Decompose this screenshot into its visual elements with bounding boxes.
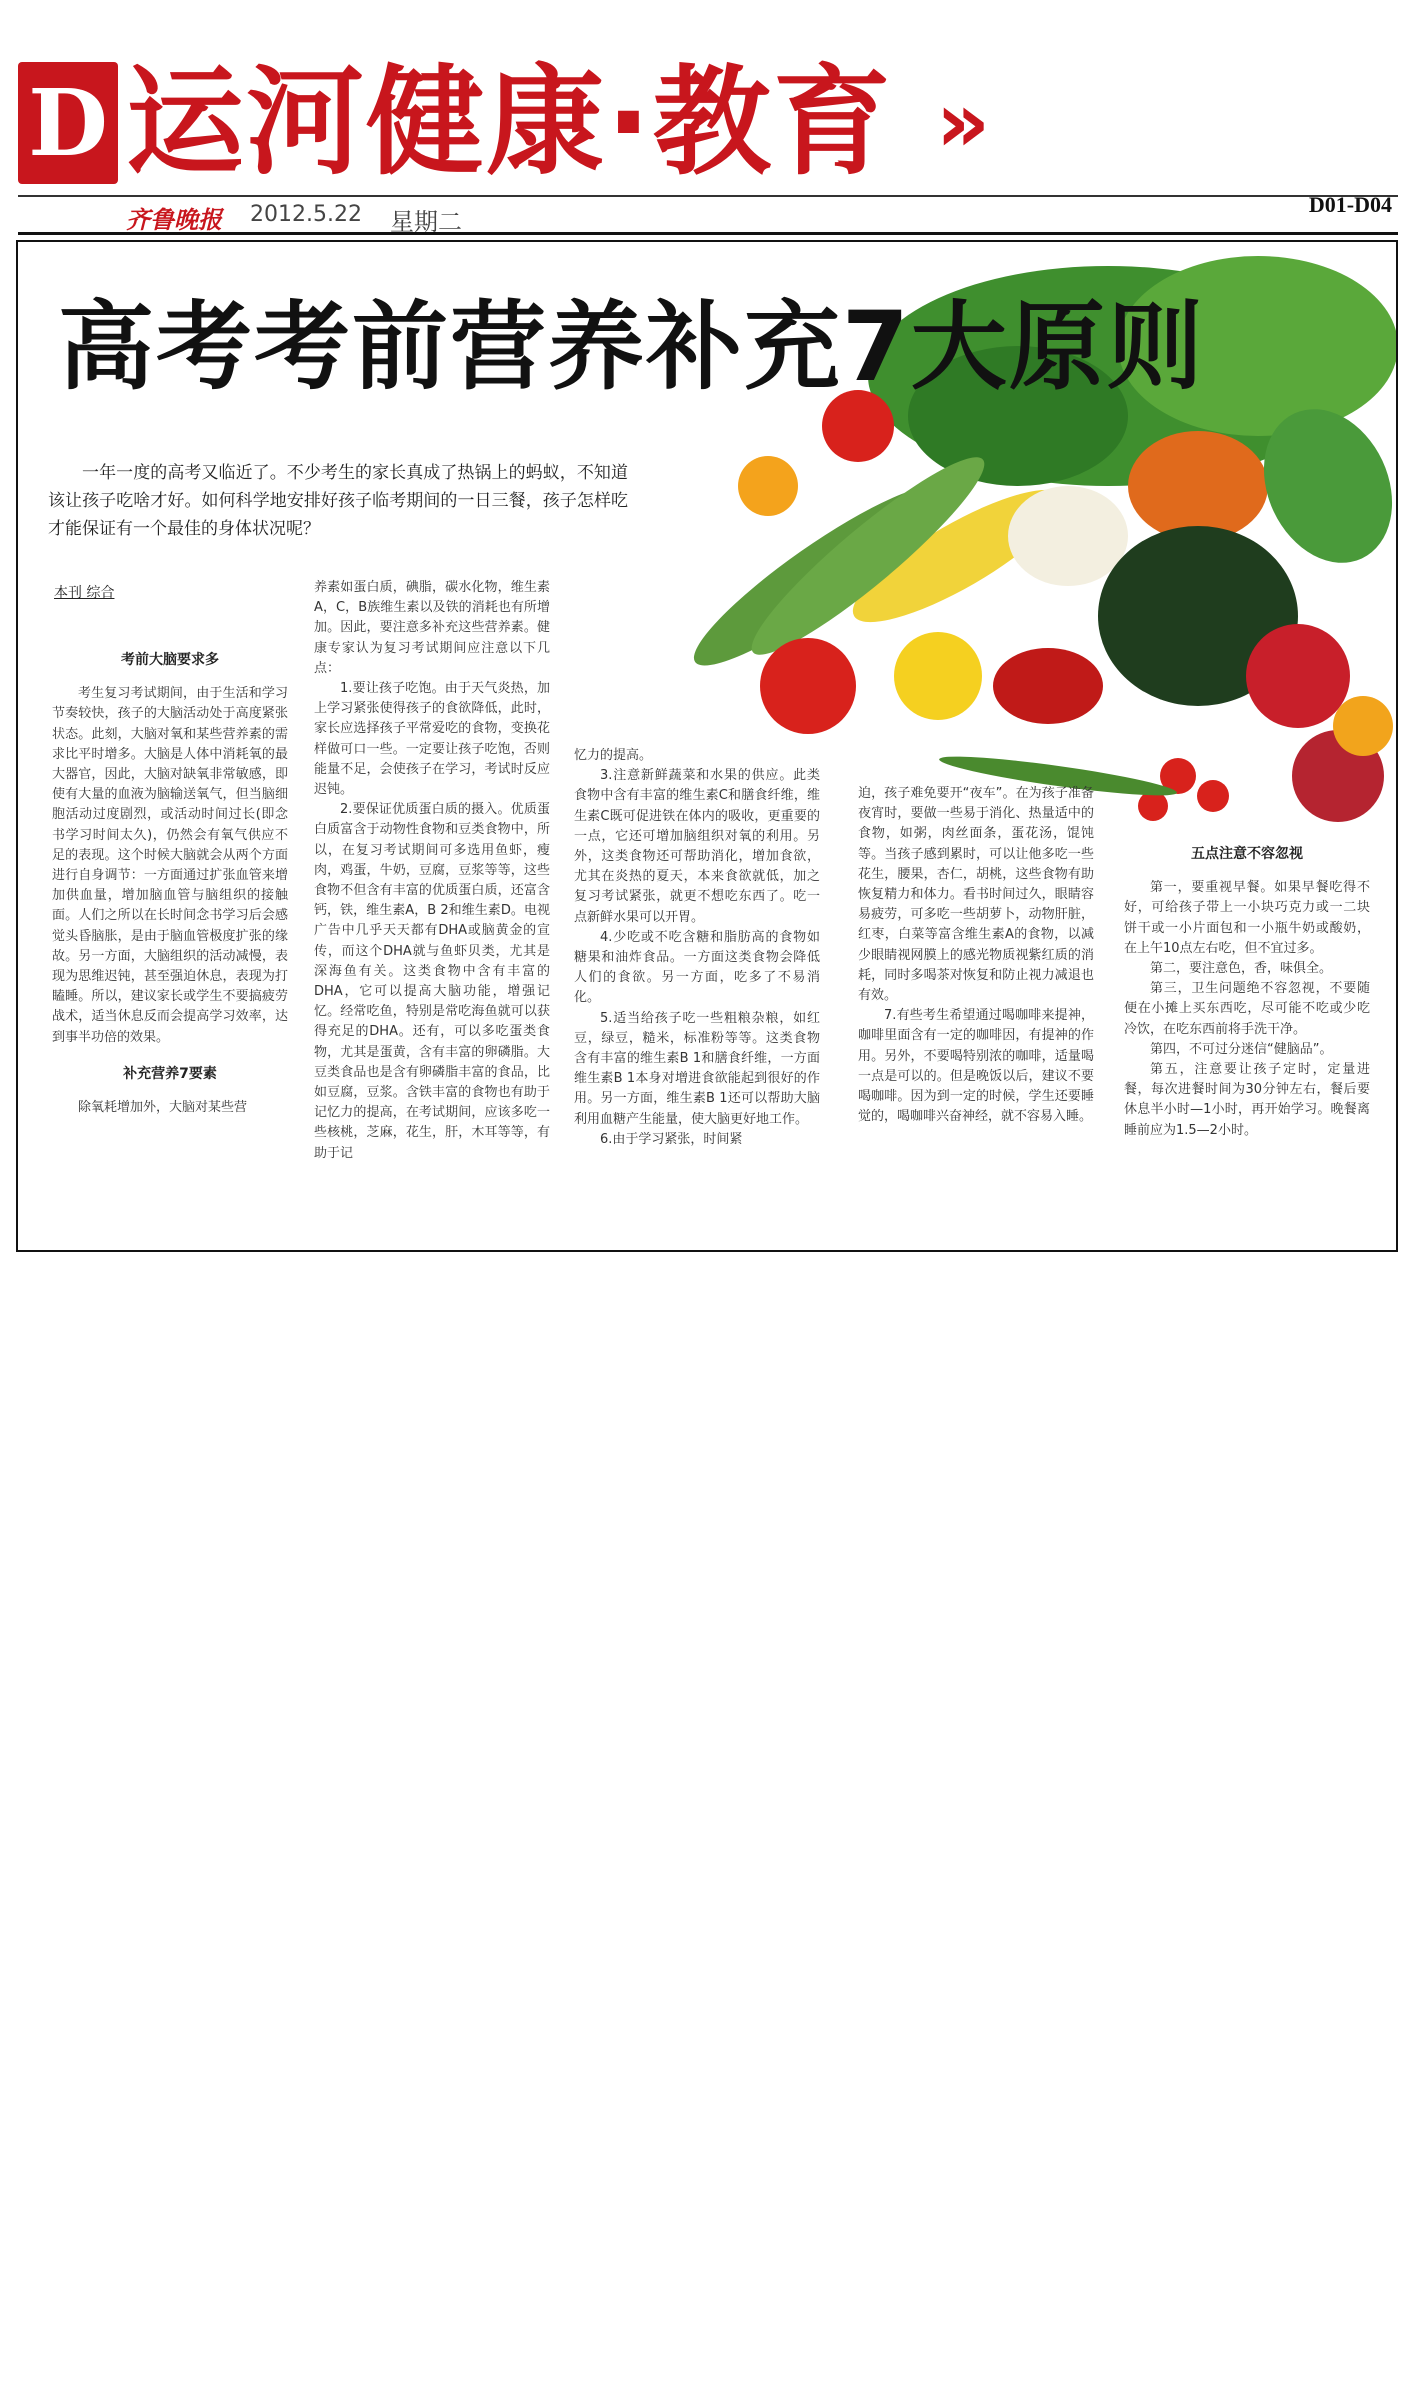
- issue-date: 2012.5.22: [250, 202, 362, 227]
- section-title: [126, 52, 992, 192]
- paragraph: 迫，孩子难免要开“夜车”。在为孩子准备夜宵时，要做一些易于消化、热量适中的食物，如粥，肉丝面条，蛋花汤，馄饨等。当孩子感到累时，可以让他多吃一些花生，腰果，杏仁，胡桃，这些食物有助恢复精力和体力。看书时间过久，眼睛容易疲劳，可多吃一些胡萝卜，动物肝脏，红枣，白菜等富含维生素A的食物，以减少眼睛视网膜上的感光物质视紫红质的消耗，同时多喝茶对恢复和防止视力减退也有效。: [858, 786, 1094, 1004]
- chevron-right-icon: »: [935, 73, 993, 171]
- article-lede: 一年一度的高考又临近了。不少考生的家长真成了热锅上的蚂蚁，不知道该让孩子吃啥才好。如何科学地安排好孩子临考期间的一日三餐，孩子怎样吃才能保证有一个最佳的身体状况呢？: [48, 463, 628, 539]
- dateline-rule: [18, 232, 1398, 235]
- masthead-rule: [18, 195, 1398, 197]
- paragraph: 3.注意新鲜蔬菜和水果的供应。此类食物中含有丰富的维生素C和膳食纤维，维生素C既可促进铁在体内的吸收，更重要的一点，它还可增加脑组织对氧的利用。另外，这类食物还可帮助消化，增加食欲，尤其在炎热的夏天，本来食欲就低，加之复习考试紧张，就更不想吃东西了。吃一点新鲜水果可以开胃。: [574, 768, 820, 925]
- paragraph: 7.有些考生希望通过喝咖啡来提神，咖啡里面含有一定的咖啡因，有提神的作用。另外，不要喝特别浓的咖啡，适量喝一点是可以的。但是晚饭以后，建议不要喝咖啡。因为到一定的时候，学生还要睡觉的，喝咖啡兴奋神经，就不容易入睡。: [858, 1008, 1094, 1125]
- paragraph: 第一，要重视早餐。如果早餐吃得不好，可给孩子带上一小块巧克力或一二块饼干或一小片面包和一小瓶牛奶或酸奶，在上午10点左右吃，但不宜过多。: [1124, 880, 1370, 956]
- dateline: [18, 192, 1398, 236]
- subheading-five-points: 五点注意不容忽视: [1191, 846, 1303, 862]
- section-title-text: 运河健康·教育: [126, 53, 893, 191]
- subheading-brain: 考前大脑要求多: [121, 652, 219, 668]
- column-5: [1124, 844, 1370, 1141]
- article-headline: 高考考前营养补充7大原则: [58, 291, 1205, 403]
- section-badge: D: [18, 62, 118, 184]
- page-range: D01-D04: [1308, 192, 1392, 217]
- paragraph: 考生复习考试期间，由于生活和学习节奏较快，孩子的大脑活动处于高度紧张状态。此刻，大脑对氧和某些营养素的需求比平时增多。大脑是人体中消耗氧的最大器官，因此，大脑对缺氧非常敏感，即使有大量的血液为脑输送氧气，但当脑细胞活动过度剧烈，或活动时间过长(即念书学习时间太久)，仍然会有氧气供应不足的表现。这个时候大脑就会从两个方面进行自身调节：一方面通过扩张血管来增加供血量，增加脑血管与脑组织的接触面。人们之所以在长时间念书学习后会感觉头昏脑胀，是由于脑血管极度扩张的缘故。另一方面，大脑组织的活动减慢，表现为思维迟钝，甚至强迫休息，表现为打瞌睡。所以，建议家长或学生不要搞疲劳战术，适当休息反而会提高学习效率，达到事半功倍的效果。: [52, 686, 288, 1045]
- paragraph: 1.要让孩子吃饱。由于天气炎热，加上学习紧张使得孩子的食欲降低，此时，家长应选择孩子平常爱吃的食物，变换花样做可口一些。一定要让孩子吃饱，否则能量不足，会使孩子在学习，考试时反应迟钝。: [314, 681, 550, 798]
- paragraph: 4.少吃或不吃含糖和脂肪高的食物如糖果和油炸食品。一方面这类食物会降低人们的食欲。另一方面，吃多了不易消化。: [574, 929, 820, 1006]
- paragraph: 第二，要注意色，香，味俱全。: [1150, 961, 1333, 977]
- paragraph: 第四，不可过分迷信“健脑品”。: [1150, 1041, 1333, 1057]
- byline: 本刊 综合: [54, 585, 115, 601]
- paragraph: 忆力的提高。: [574, 748, 653, 763]
- column-2: [314, 578, 550, 1164]
- paragraph: 第五，注意要让孩子定时，定量进餐，每次进餐时间为30分钟左右，餐后要休息半小时—1小时，再开始学习。晚餐离睡前应为1.5—2小时。: [1124, 1062, 1370, 1138]
- issue-weekday: 星期二: [390, 208, 462, 236]
- column-1: [52, 634, 288, 1118]
- paragraph: 6.由于学习紧张，时间紧: [600, 1131, 743, 1147]
- article-box: [16, 240, 1398, 1252]
- paragraph: 5.适当给孩子吃一些粗粮杂粮，如红豆，绿豆，糙米，标准粉等等。这类食物含有丰富的维生素B 1和膳食纤维，一方面维生素B 1本身对增进食欲能起到很好的作用。另一方面，维生素B 1还可以帮助大脑利用血糖产生能量，使大脑更好地工作。: [574, 1010, 820, 1127]
- masthead: [18, 50, 1398, 200]
- paragraph: 除氧耗增加外，大脑对某些营: [78, 1100, 248, 1116]
- column-3: [574, 746, 820, 1150]
- paragraph: 养素如蛋白质，碘脂，碳水化物，维生素A，C，B族维生素以及铁的消耗也有所增加。因此，要注意多补充这些营养素。健康专家认为复习考试期间应注意以下几点：: [314, 580, 550, 676]
- paragraph: 2.要保证优质蛋白质的摄入。优质蛋白质富含于动物性食物和豆类食物中，所以，在复习考试期间可多选用鱼虾，瘦肉，鸡蛋，牛奶，豆腐，豆浆等等，这些食物不但含有丰富的优质蛋白质，还富含钙，铁，维生素A，B 2和维生素D。电视广告中几乎天天都有DHA或脑黄金的宣传，而这个DHA就与鱼虾贝类，尤其是深海鱼有关。这类食物中含有丰富的DHA，它可以提高大脑功能，增强记忆。经常吃鱼，特别是常吃海鱼就可以获得充足的DHA。还有，可以多吃蛋类食物，尤其是蛋黄，含有丰富的卵磷脂。大豆类食品也是含有卵磷脂丰富的食品，比如豆腐，豆浆。含铁丰富的食物也有助于记忆力的提高，在考试期间，应该多吃一些核桃，芝麻，花生，肝，木耳等等，有助于记: [314, 802, 550, 1161]
- column-4: [858, 784, 1094, 1127]
- paragraph: 第三，卫生问题绝不容忽视，不要随便在小摊上买东西吃，尽可能不吃或少吃冷饮，在吃东西前将手洗干净。: [1124, 981, 1370, 1037]
- subheading-nutrients: 补充营养7要素: [123, 1065, 217, 1082]
- newspaper-logo: 齐鲁晚报: [126, 205, 222, 234]
